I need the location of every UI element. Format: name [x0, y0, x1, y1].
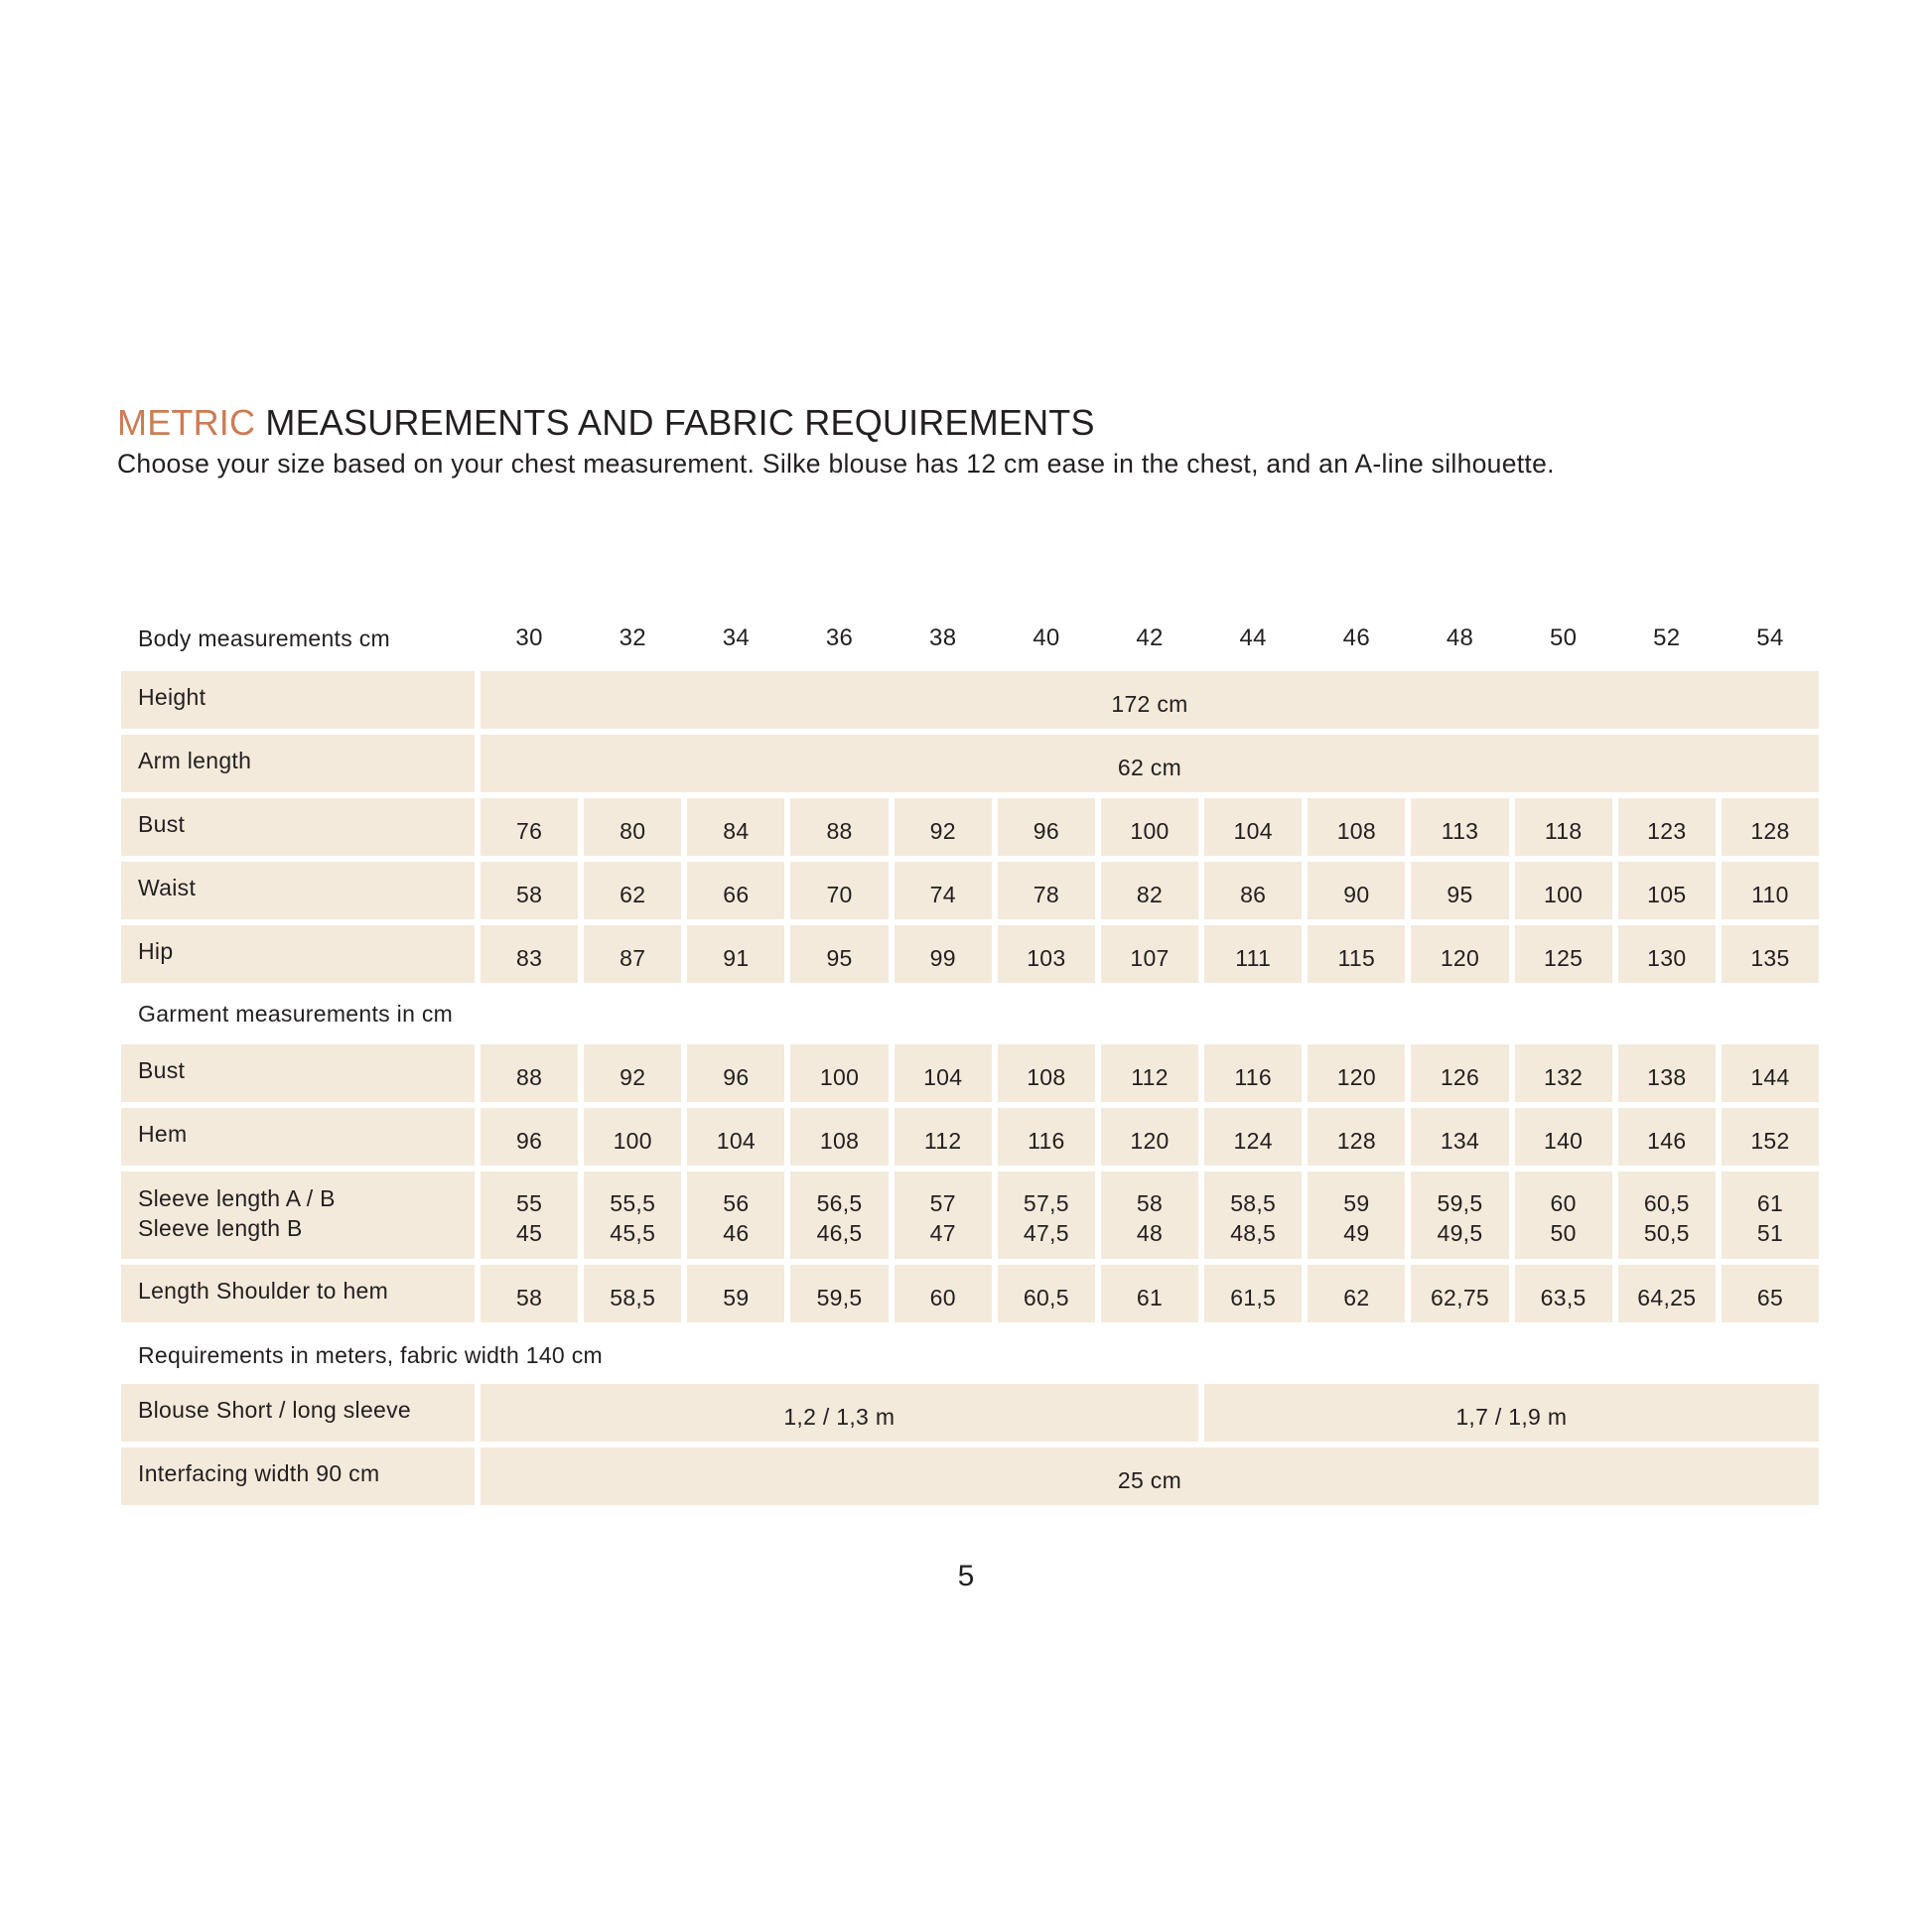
size-header-cell: 32 — [619, 624, 646, 651]
value-cell: 58,5 — [584, 1265, 681, 1322]
sleeve-a-value: 60,5 — [1643, 1190, 1690, 1216]
value-cell: 60,5 — [998, 1265, 1095, 1322]
size-header-cells — [481, 612, 1819, 665]
value-cell: 70 — [790, 862, 888, 919]
sleeve-b-value: 50,5 — [1643, 1220, 1690, 1246]
value-cell: 104 — [895, 1044, 992, 1102]
hem-row — [121, 1108, 1819, 1166]
sleeve-a-value: 58,5 — [1230, 1190, 1277, 1216]
sleeve-b-value: 51 — [1756, 1220, 1784, 1246]
row-cells — [481, 1265, 1819, 1322]
value-cell: 64,25 — [1618, 1265, 1716, 1322]
value-cell: 82 — [1101, 862, 1198, 919]
value-cell: 84 — [687, 798, 784, 856]
value-cell: 107 — [1101, 925, 1198, 983]
row-cells — [481, 925, 1819, 983]
span-cell: 25 cm — [481, 1448, 1819, 1505]
value-cell — [1515, 1172, 1612, 1259]
page-subtitle: Choose your size based on your chest measurement. Silke blouse has 12 cm ease in the chest, and an A-line silhouette. — [117, 449, 1555, 479]
sleeve-b-value: 45 — [515, 1220, 543, 1246]
value-cell: 116 — [998, 1108, 1095, 1166]
size-header-cell: 44 — [1239, 624, 1267, 651]
value-cell: 96 — [998, 798, 1095, 856]
size-header-row — [121, 612, 1819, 665]
sleeve-b-value: 48 — [1136, 1220, 1164, 1246]
value-cell: 124 — [1204, 1108, 1302, 1166]
row-cells — [481, 862, 1819, 919]
value-cell: 128 — [1308, 1108, 1405, 1166]
row-cells — [481, 798, 1819, 856]
value-cell: 103 — [998, 925, 1095, 983]
value-cell: 87 — [584, 925, 681, 983]
value-cell: 110 — [1722, 862, 1819, 919]
value-cell: 111 — [1204, 925, 1302, 983]
title-rest: MEASUREMENTS AND FABRIC REQUIREMENTS — [255, 402, 1095, 443]
value-cell: 61,5 — [1204, 1265, 1302, 1322]
span-cell: 172 cm — [481, 671, 1819, 729]
value-cell: 74 — [895, 862, 992, 919]
size-header-cell: 40 — [1033, 624, 1060, 651]
value-cell: 76 — [481, 798, 578, 856]
row-cells — [481, 735, 1819, 792]
value-cell: 128 — [1722, 798, 1819, 856]
size-header-cell: 48 — [1446, 624, 1474, 651]
value-cell: 134 — [1411, 1108, 1508, 1166]
value-cell — [1411, 1172, 1508, 1259]
value-cell — [1722, 1172, 1819, 1259]
value-cell: 92 — [895, 798, 992, 856]
value-cell: 62,75 — [1411, 1265, 1508, 1322]
row-label: Arm length — [121, 735, 475, 792]
row-cells — [481, 671, 1819, 729]
span-cell: 62 cm — [481, 735, 1819, 792]
value-cell: 108 — [1308, 798, 1405, 856]
value-cell: 152 — [1722, 1108, 1819, 1166]
value-cell: 135 — [1722, 925, 1819, 983]
sleeve-b-value: 47 — [929, 1220, 956, 1246]
row-label: Waist — [121, 862, 475, 919]
value-cell: 120 — [1101, 1108, 1198, 1166]
value-cell: 58 — [481, 1265, 578, 1322]
value-cell: 78 — [998, 862, 1095, 919]
value-cell: 100 — [1515, 862, 1612, 919]
value-cell — [687, 1172, 784, 1259]
sleeve-length-b-label: Sleeve length B — [138, 1215, 303, 1241]
value-cell: 100 — [790, 1044, 888, 1102]
page-number: 5 — [957, 1560, 975, 1592]
sleeve-b-value: 47,5 — [1023, 1220, 1069, 1246]
sleeve-a-value: 55,5 — [610, 1190, 656, 1216]
value-cell — [1308, 1172, 1405, 1259]
row-label: Interfacing width 90 cm — [121, 1448, 475, 1505]
sleeve-a-value: 55 — [515, 1190, 543, 1216]
size-header-label: Body measurements cm — [138, 625, 390, 651]
value-cell: 95 — [1411, 862, 1508, 919]
value-cell: 96 — [687, 1044, 784, 1102]
height-row — [121, 671, 1819, 729]
sleeve-b-value: 49 — [1343, 1220, 1370, 1246]
value-cell: 59 — [687, 1265, 784, 1322]
row-label — [121, 1172, 475, 1259]
value-cell: 95 — [790, 925, 888, 983]
value-cell: 88 — [481, 1044, 578, 1102]
row-cells — [481, 1108, 1819, 1166]
waist-row — [121, 862, 1819, 919]
value-cell: 138 — [1618, 1044, 1716, 1102]
title-accent: METRIC — [117, 402, 256, 443]
size-header-cell: 54 — [1756, 624, 1784, 651]
value-cell: 126 — [1411, 1044, 1508, 1102]
sleeve-a-value: 57 — [929, 1190, 956, 1216]
value-cell: 83 — [481, 925, 578, 983]
sleeve-b-value: 50 — [1550, 1220, 1577, 1246]
value-cell — [481, 1172, 578, 1259]
value-cell: 91 — [687, 925, 784, 983]
page-title — [117, 400, 1825, 446]
value-cell — [584, 1172, 681, 1259]
value-cell: 92 — [584, 1044, 681, 1102]
value-cell: 118 — [1515, 798, 1612, 856]
value-cell: 105 — [1618, 862, 1716, 919]
value-cell: 86 — [1204, 862, 1302, 919]
row-cells — [481, 1044, 1819, 1102]
value-cell: 120 — [1308, 1044, 1405, 1102]
sleeve-b-value: 48,5 — [1230, 1220, 1277, 1246]
body-bust-row — [121, 798, 1819, 856]
row-label: Blouse Short / long sleeve — [121, 1384, 475, 1442]
size-header-cell: 52 — [1653, 624, 1681, 651]
sleeve-a-value: 60 — [1550, 1190, 1577, 1216]
value-cell: 66 — [687, 862, 784, 919]
value-cell: 115 — [1308, 925, 1405, 983]
row-cells — [481, 1384, 1819, 1442]
size-header-cell: 30 — [515, 624, 543, 651]
value-cell: 130 — [1618, 925, 1716, 983]
value-cell: 120 — [1411, 925, 1508, 983]
sleeve-a-value: 56 — [723, 1190, 750, 1216]
value-cell: 58 — [481, 862, 578, 919]
blouse-fabric-row — [121, 1384, 1819, 1442]
garment-bust-row — [121, 1044, 1819, 1102]
size-header-cell: 36 — [825, 624, 854, 651]
section-label: Requirements in meters, fabric width 140 cm — [138, 1342, 603, 1368]
value-cell: 112 — [895, 1108, 992, 1166]
requirements-section-row — [121, 1328, 1819, 1380]
value-cell: 99 — [895, 925, 992, 983]
sleeve-b-value: 49,5 — [1437, 1220, 1483, 1246]
value-cell: 104 — [1204, 798, 1302, 856]
sleeve-a-value: 61 — [1756, 1190, 1784, 1216]
row-label: Hem — [121, 1108, 475, 1166]
row-label: Bust — [121, 1044, 475, 1102]
sleeve-b-value: 45,5 — [610, 1220, 656, 1246]
value-cell: 132 — [1515, 1044, 1612, 1102]
value-cell: 88 — [790, 798, 888, 856]
value-cell — [1618, 1172, 1716, 1259]
value-cell: 146 — [1618, 1108, 1716, 1166]
value-cell: 96 — [481, 1108, 578, 1166]
sleeve-b-value: 46 — [723, 1220, 750, 1246]
fabric-value-small-sizes: 1,2 / 1,3 m — [481, 1384, 1198, 1442]
value-cell: 100 — [584, 1108, 681, 1166]
value-cell: 59,5 — [790, 1265, 888, 1322]
value-cell: 125 — [1515, 925, 1612, 983]
sleeve-a-value: 56,5 — [816, 1190, 863, 1216]
row-cells — [481, 1172, 1819, 1259]
row-label: Hip — [121, 925, 475, 983]
arm-length-row — [121, 735, 1819, 792]
sleeve-length-row — [121, 1172, 1819, 1259]
value-cell: 62 — [1308, 1265, 1405, 1322]
shoulder-to-hem-row — [121, 1265, 1819, 1322]
interfacing-row — [121, 1448, 1819, 1505]
value-cell: 90 — [1308, 862, 1405, 919]
value-cell: 140 — [1515, 1108, 1612, 1166]
sleeve-a-value: 57,5 — [1023, 1190, 1069, 1216]
row-label: Height — [121, 671, 475, 729]
value-cell: 112 — [1101, 1044, 1198, 1102]
section-label: Garment measurements in cm — [138, 1001, 454, 1027]
fabric-value-large-sizes: 1,7 / 1,9 m — [1204, 1384, 1819, 1442]
value-cell: 123 — [1618, 798, 1716, 856]
sleeve-a-value: 59 — [1343, 1190, 1370, 1216]
size-header-cell: 34 — [722, 624, 751, 651]
value-cell: 108 — [998, 1044, 1095, 1102]
sleeve-a-value: 59,5 — [1437, 1190, 1483, 1216]
value-cell — [998, 1172, 1095, 1259]
sleeve-length-ab-label: Sleeve length A / B — [138, 1185, 336, 1211]
row-cells — [481, 1448, 1819, 1505]
value-cell — [790, 1172, 888, 1259]
value-cell: 113 — [1411, 798, 1508, 856]
size-header-cell: 42 — [1136, 624, 1164, 651]
garment-section-row — [121, 989, 1819, 1038]
value-cell — [1101, 1172, 1198, 1259]
value-cell: 108 — [790, 1108, 888, 1166]
size-header-cell: 38 — [929, 624, 957, 651]
value-cell: 65 — [1722, 1265, 1819, 1322]
size-header-cell: 46 — [1342, 624, 1370, 651]
sleeve-a-value: 58 — [1136, 1190, 1164, 1216]
row-label: Bust — [121, 798, 475, 856]
value-cell — [1204, 1172, 1302, 1259]
value-cell: 116 — [1204, 1044, 1302, 1102]
size-header-cell: 50 — [1549, 624, 1578, 651]
sleeve-b-value: 46,5 — [816, 1220, 863, 1246]
page-header — [117, 400, 1825, 481]
value-cell: 62 — [584, 862, 681, 919]
size-chart — [121, 612, 1819, 1505]
value-cell: 60 — [895, 1265, 992, 1322]
value-cell: 104 — [687, 1108, 784, 1166]
value-cell: 100 — [1101, 798, 1198, 856]
value-cell — [895, 1172, 992, 1259]
hip-row — [121, 925, 1819, 983]
value-cell: 61 — [1101, 1265, 1198, 1322]
value-cell: 63,5 — [1515, 1265, 1612, 1322]
value-cell: 144 — [1722, 1044, 1819, 1102]
value-cell: 80 — [584, 798, 681, 856]
row-label: Length Shoulder to hem — [121, 1265, 475, 1322]
